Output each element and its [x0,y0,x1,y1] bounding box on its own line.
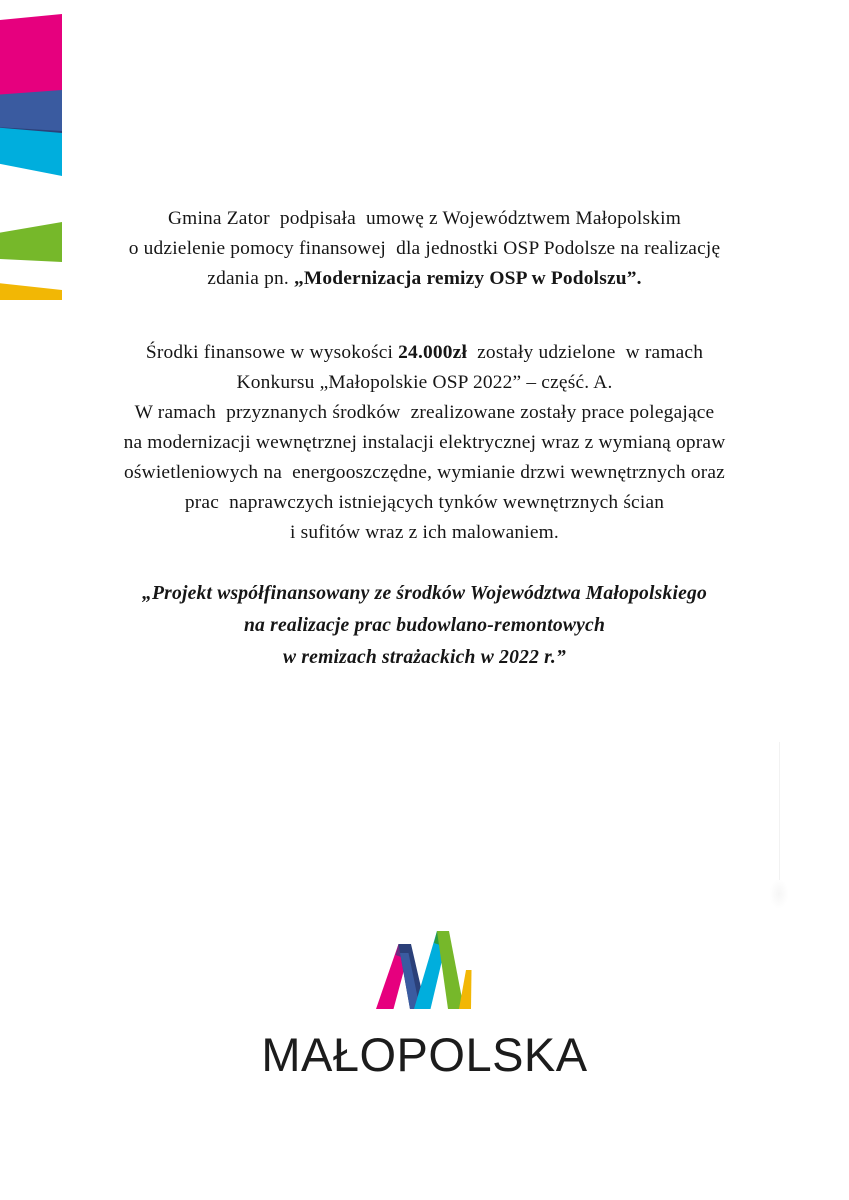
funding-amount: 24.000zł [398,342,468,363]
magenta-band-b [0,20,62,106]
details-line-5: oświetleniowych na energooszczędne, wymianie drzwi wewnętrznych oraz [124,462,725,483]
footer-logo [0,925,849,1081]
dark-blue-wedge [0,126,62,140]
slogan-line-3: w remizach strażackich w 2022 r.” [283,647,566,668]
details-line-4: na modernizacji wewnętrznej instalacji elektrycznej wraz z wymianą opraw [123,432,726,453]
malopolska-wordmark: MAŁOPOLSKA [261,1028,588,1081]
intro-line-2: o udzielenie pomocy finansowej dla jednostki OSP Podolsze na realizację [128,238,721,259]
scan-artifact-smudge [770,880,788,908]
details-line-6: prac naprawczych istniejących tynków wewnętrznych ścian [184,492,665,513]
logo-yellow-tail [459,970,472,1009]
details-line-2: Konkursu „Małopolskie OSP 2022” – część. A. [236,372,613,393]
slogan-line-2: na realizacje prac budowlano-remontowych [243,615,606,636]
slogan-line-1: „Projekt współfinansowany ze środków Województwa Małopolskiego [141,583,707,604]
paragraph-intro [0,204,849,294]
blue-band [0,90,62,140]
intro-line-3 [0,264,849,294]
details-amount-suffix: zostały udzielone w ramach [467,342,704,363]
malopolska-m-logo [367,925,483,1017]
project-title-emphasis: „Modernizacja remizy OSP w Podolszu”. [293,268,642,289]
scan-artifact-line [779,742,780,894]
cyan-band [0,126,62,176]
details-line-7: i sufitów wraz z ich malowaniem. [290,522,559,543]
paragraph-details [0,338,849,548]
intro-line-3-text: zdania pn. [207,268,294,289]
intro-line-1: Gmina Zator podpisała umowę z Województwem Małopolskim [167,208,681,229]
magenta-shape [0,14,62,101]
details-amount-prefix: Środki finansowe w wysokości [145,342,399,363]
details-line-1 [0,338,849,368]
magenta-band [0,20,62,106]
paragraph-slogan [0,578,849,674]
logo-green-stroke [437,931,464,1009]
details-line-3: W ramach przyznanych środków zrealizowane zostały prace polegające [134,402,715,423]
